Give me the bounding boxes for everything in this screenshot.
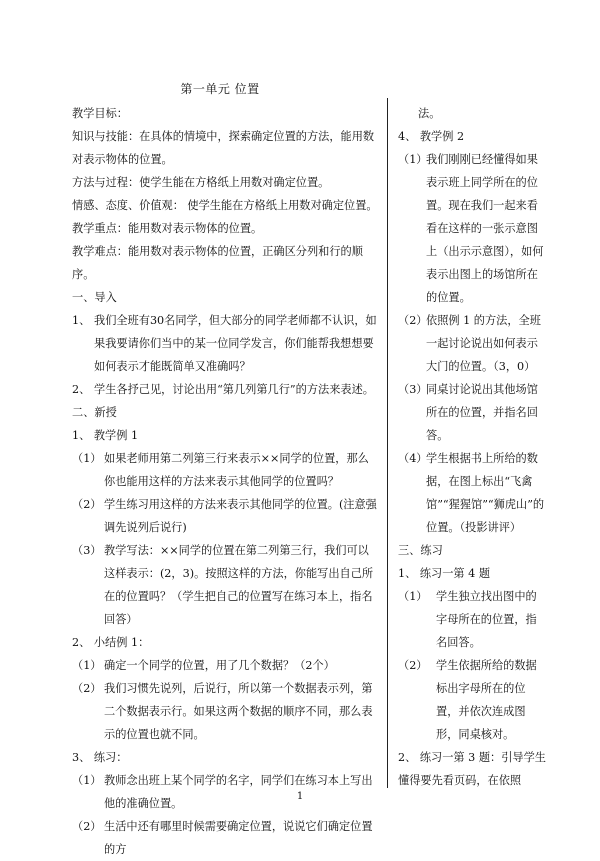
- list-item-text: 学生各抒己见，讨论出用“第几列第几行”的方法来表述。: [94, 383, 374, 396]
- example1-heading: 1、 教学例 1: [72, 429, 139, 442]
- exercise2-text: 2、 练习一第 3 题：引导学生懂得要先看页码，在依照: [398, 751, 546, 787]
- goal-knowledge: 知识与技能：在具体的情境中，探索确定位置的方法，能用数对表示物体的位置。: [72, 130, 375, 166]
- list-item: [398, 378, 546, 447]
- list-item: [72, 447, 380, 493]
- list-item-text: 教师念出班上某个同学的名字，同学们在练习本上写出他的准确位置。: [104, 774, 373, 810]
- exercise1-heading: 1、 练习一第 4 题: [398, 567, 491, 580]
- list-item-text: 我们刚刚已经懂得如果表示班上同学所在的位置。现在我们一起来看看在这样的一张示意图上（出示示意图），如何表示出图上的场馆所在的位置。: [426, 153, 544, 304]
- column-divider: [387, 98, 388, 788]
- list-item: [398, 585, 546, 654]
- list-item-text: 学生练习用这样的方法来表示其他同学的位置。(注意强调先说列后说行): [104, 498, 377, 534]
- list-item-number: （2）: [398, 314, 428, 327]
- list-item-text: 学生独立找出图中的字母所在的位置，指名回答。: [436, 590, 537, 649]
- list-item: [398, 447, 546, 539]
- goal-method: 方法与过程：使学生能在方格纸上用数对确定位置。: [72, 176, 330, 189]
- summary-heading: 2、 小结例 1：: [72, 636, 150, 649]
- difficulty: 教学难点：能用数对表示物体的位置，正确区分列和行的顺序。: [72, 245, 363, 281]
- goals-heading: 教学目标：: [72, 107, 128, 120]
- list-item-text: 学生根据书上所给的数据，在图上标出“飞禽馆”“猩猩馆”“狮虎山”的位置。（投影讲评）: [426, 452, 545, 534]
- list-item-text: 生活中还有哪里时候需要确定位置，说说它们确定位置的方: [104, 820, 373, 856]
- list-item-text: 我们习惯先说列，后说行，所以第一个数据表示列，第二个数据表示行。如果这两个数据的顺序不同，那么表示的位置也就不同。: [104, 682, 373, 741]
- list-item: [72, 493, 380, 539]
- list-item-text: 如果老师用第二列第三行来表示××同学的位置，那么你也能用这样的方法来表示其他同学的位置吗？: [104, 452, 369, 488]
- list-item: [398, 148, 546, 309]
- list-item-number: （3）: [72, 544, 102, 557]
- list-item-number: （3）: [398, 383, 428, 396]
- list-item-number: （1）: [398, 153, 428, 166]
- list-item: [72, 654, 380, 677]
- list-item-number: （4）: [398, 452, 428, 465]
- list-item-text: 确定一个同学的位置，用了几个数据？（2个）: [104, 659, 335, 672]
- section-new-heading: 二、新授: [72, 406, 117, 419]
- list-item-text: 依照例 1 的方法，全班一起讨论说出如何表示大门的位置。（3，0）: [426, 314, 541, 373]
- list-item-text: 教学写法：××同学的位置在第二列第三行，我们可以这样表示：(2，3)。按照这样的方法，你能写出自己所在的位置吗？（学生把自己的位置写在练习本上，指名回答）: [104, 544, 374, 626]
- left-column: [72, 102, 380, 861]
- continued-text: 法。: [418, 107, 441, 120]
- list-item-number: （2）: [72, 498, 102, 511]
- page-number: 1: [296, 791, 304, 802]
- list-item-number: 1、: [72, 314, 91, 327]
- list-item: [72, 677, 380, 746]
- section-practice-heading: 三、练习: [398, 544, 443, 557]
- example2-heading: 4、 教学例 2: [398, 130, 465, 143]
- practice-heading: 3、 练习：: [72, 751, 128, 764]
- list-item: [72, 539, 380, 631]
- list-item-text: 学生依据所给的数据标出字母所在的位置，并依次连成图形，同桌核对。: [436, 659, 537, 741]
- list-item: [398, 309, 546, 378]
- right-column: [398, 102, 546, 792]
- goal-emotion: 情感、态度、价值观： 使学生能在方格纸上用数对确定位置。: [72, 199, 378, 212]
- list-item-number: （2）: [72, 682, 102, 695]
- page-title: 第一单元 位置: [180, 82, 260, 96]
- list-item: [72, 815, 380, 861]
- list-item-number: （2）: [398, 659, 428, 672]
- list-item: [398, 654, 546, 746]
- list-item-number: 2、: [72, 383, 91, 396]
- list-item-number: （2）: [72, 820, 102, 833]
- section-intro-heading: 一、导入: [72, 291, 117, 304]
- list-item: [72, 309, 380, 378]
- list-item-number: （1）: [72, 774, 102, 787]
- key-point: 教学重点：能用数对表示物体的位置。: [72, 222, 263, 235]
- list-item: [72, 378, 380, 401]
- list-item-number: （1）: [72, 452, 102, 465]
- list-item-text: 我们全班有30名同学，但大部分的同学老师都不认识，如果我要请你们当中的某一位同学发言，你们能帮我想想要如何表示才能既简单又准确吗？: [94, 314, 377, 373]
- list-item-number: （1）: [398, 590, 428, 603]
- list-item-number: （1）: [72, 659, 102, 672]
- list-item-text: 同桌讨论说出其他场馆所在的位置，并指名回答。: [426, 383, 538, 442]
